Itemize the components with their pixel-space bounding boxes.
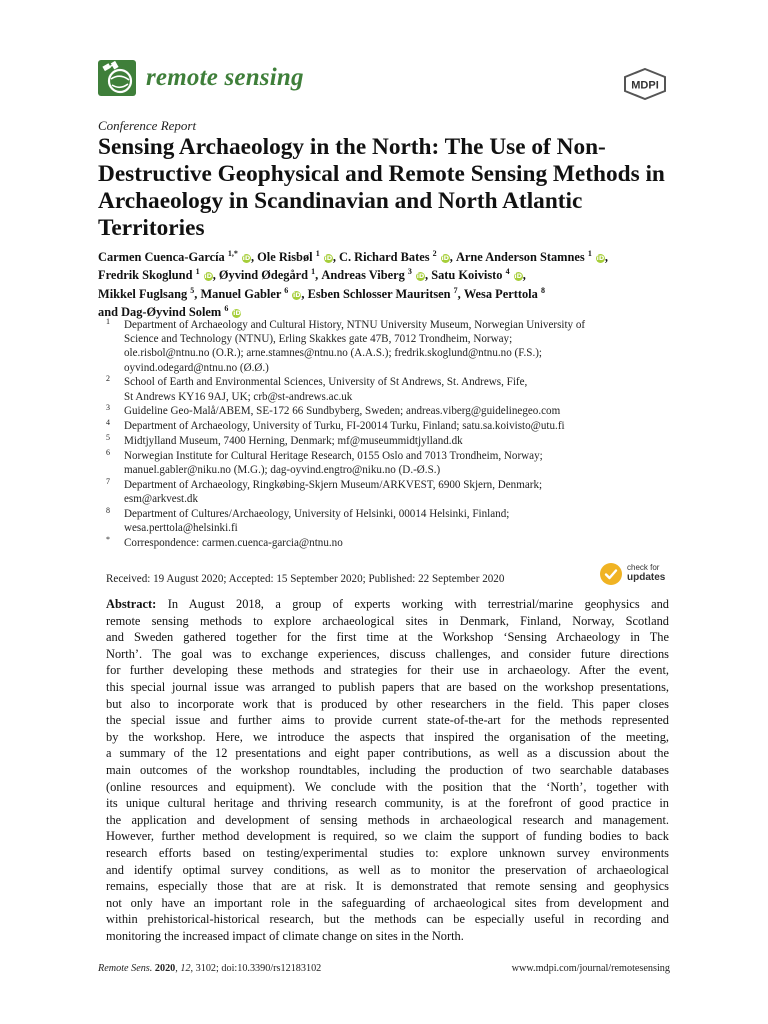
- affiliation-line: oyvind.odegard@ntnu.no (Ø.Ø.): [124, 361, 269, 374]
- affiliation-line: St Andrews KY16 9AJ, UK; crb@st-andrews.ac.uk: [124, 390, 353, 403]
- affiliation-number: 5: [106, 433, 110, 442]
- footer-volume: 12: [180, 963, 191, 974]
- author-separator: ,: [212, 268, 219, 283]
- affiliation-item: [98, 536, 673, 550]
- author-name: [308, 287, 464, 301]
- author-name-text: and Dag-Øyvind Solem: [98, 304, 222, 319]
- author-name: [200, 287, 307, 301]
- check-updates-icon: [600, 563, 622, 585]
- abstract-first-text: In August 2018, a group of experts working with terrestrial/marine geophysics and: [167, 597, 669, 611]
- abstract: [106, 596, 669, 944]
- affiliation-number: 2: [106, 374, 110, 384]
- abstract-label: Abstract:: [106, 597, 157, 611]
- footer-doi: , 3102; doi:10.3390/rs12183102: [190, 963, 322, 974]
- author-separator: ,: [332, 250, 340, 264]
- abstract-line: remains, especially those that are at risk. It is demonstrated that remote sensing and geophysics: [106, 879, 669, 894]
- affiliation-line: School of Earth and Environmental Sciences, University of St Andrews, St. Andrews, Fife,: [124, 376, 528, 389]
- author-separator: ,: [457, 286, 464, 301]
- affiliation-line: manuel.gabler@niku.no (M.G.); dag-oyvind.engtro@niku.no (D.-Ø.S.): [124, 464, 441, 476]
- author-name-text: Manuel Gabler: [200, 286, 282, 301]
- affiliation-item: [98, 434, 673, 448]
- author-affiliation-sup: 1: [315, 248, 320, 258]
- journal-name: remote sensing: [146, 64, 304, 91]
- author-separator: ,: [301, 286, 308, 301]
- publication-dates: Received: 19 August 2020; Accepted: 15 September 2020; Published: 22 September 2020: [106, 573, 505, 585]
- author-name: [257, 250, 339, 264]
- check-updates-line1: check for: [627, 563, 660, 572]
- article-type: Conference Report: [98, 118, 197, 133]
- affiliation-number: 7: [106, 476, 110, 486]
- affiliation-line: Department of Archaeology, University of Turku, FI-20014 Turku, Finland; satu.sa.koivisto@utu.fi: [124, 420, 565, 433]
- affiliation-line: Science and Technology (NTNU), Erling Skakkes gate 47B, 7012 Trondheim, Norway;: [124, 333, 513, 346]
- affiliation-line: wesa.perttola@helsinki.fi: [124, 522, 238, 534]
- abstract-line: main outcomes of the workshop roundtables, including the production of two searchable databases: [106, 762, 669, 777]
- affiliation-line: Department of Archaeology, Ringkøbing-Skjern Museum/ARKVEST, 6900 Skjern, Denmark;: [124, 478, 543, 491]
- affiliation-item: [98, 419, 673, 433]
- abstract-line: for further developing these methods and strategies for their use in archaeology. After the event,: [106, 663, 669, 678]
- author-name-text: Fredrik Skoglund: [98, 268, 193, 283]
- affiliation-line: Department of Archaeology and Cultural History, NTNU University Museum, Norwegian University of: [124, 319, 586, 331]
- author-name: [431, 268, 526, 282]
- abstract-line: this special journal issue was arranged to publish papers that are based on the workshop presentations,: [106, 679, 669, 694]
- affiliation-number: 3: [106, 403, 110, 413]
- orcid-icon[interactable]: iD: [204, 272, 212, 281]
- author-name: [321, 268, 431, 282]
- author-name: [339, 250, 456, 264]
- mdpi-logo-text: MDPI: [631, 79, 659, 92]
- author-affiliation-sup: 2: [432, 248, 437, 258]
- abstract-line: and identify optimal survey conditions, as well as to monitor the preservation of archaeological: [106, 862, 669, 877]
- affiliation-line: ole.risbol@ntnu.no (O.R.); arne.stamnes@ntnu.no (A.A.S.); fredrik.skoglund@ntnu.no (F.S.);: [124, 347, 543, 360]
- affiliation-number: 1: [106, 317, 110, 326]
- author-name-text: Wesa Perttola: [463, 286, 538, 301]
- author-name-text: Øyvind Ødegård: [218, 268, 309, 283]
- author-name-text: Andreas Viberg: [321, 268, 405, 283]
- mdpi-logo: [622, 68, 668, 100]
- abstract-line: However, further method development is required, so we claim the support of funding bodies to back: [106, 829, 669, 844]
- abstract-line: within prehistorical-historical research, but the methods can be especially useful in recording and: [106, 912, 669, 927]
- author-separator: ,: [522, 268, 526, 283]
- abstract-line: (online resources and equipment). We conclude with the position that the ‘North’, together with: [106, 779, 669, 794]
- abstract-line: North’. The goal was to exchange experiences, discuss challenges, and consider future directions: [106, 646, 669, 661]
- author-name-text: Mikkel Fuglsang: [98, 286, 188, 301]
- affiliation-number: 4: [106, 418, 110, 428]
- affiliation-list: [98, 318, 673, 551]
- author-separator: ,: [315, 268, 322, 283]
- abstract-line: its unique cultural heritage and thriving research community, is at the forefront of good practice in: [106, 796, 669, 811]
- author-separator: ,: [449, 250, 456, 264]
- affiliation-item: [98, 404, 673, 418]
- orcid-icon[interactable]: iD: [293, 290, 301, 299]
- affiliation-number: 6: [106, 447, 110, 457]
- abstract-line: but also to incorporate work that is produced by other researchers in the field. This paper closes: [106, 696, 669, 711]
- author-name: [98, 268, 219, 282]
- check-for-updates-button[interactable]: [600, 563, 672, 585]
- abstract-first-line: [106, 596, 669, 613]
- affiliation-number: *: [106, 534, 110, 544]
- affiliation-line: Department of Cultures/Archaeology, University of Helsinki, 00014 Helsinki, Finland;: [124, 507, 510, 520]
- author-name: [98, 250, 257, 264]
- author-affiliation-sup: 7: [453, 285, 458, 295]
- author-name: [98, 305, 241, 319]
- author-separator: ,: [425, 268, 432, 283]
- author-name: [464, 287, 545, 301]
- abstract-line: the special issue and further aims to provide current state-of-the-art for the methods represented: [106, 713, 669, 728]
- author-affiliation-sup: 1,*: [227, 248, 238, 258]
- orcid-icon[interactable]: iD: [242, 254, 251, 262]
- author-affiliation-sup: 6: [224, 303, 229, 313]
- footer-journal: Remote Sens.: [98, 963, 153, 974]
- author-name-text: Ole Risbøl: [257, 250, 313, 264]
- author-separator: ,: [604, 250, 609, 264]
- abstract-line: and Sweden gathered together for the first time at the Workshop ‘Sensing Archaeology in The: [106, 630, 669, 645]
- abstract-line: not only have an important role in the safeguarding of archaeological sites from development and: [106, 895, 669, 910]
- affiliation-line: Norwegian Institute for Cultural Heritage Research, 0155 Oslo and 7013 Trondheim, Norway;: [124, 449, 543, 462]
- author-name: [219, 268, 321, 282]
- author-name-text: Satu Koivisto: [431, 268, 503, 283]
- affiliation-item: [98, 449, 673, 477]
- author-list: [98, 248, 673, 321]
- journal-url-link[interactable]: www.mdpi.com/journal/remotesensing: [511, 963, 670, 974]
- check-updates-line2: updates: [627, 572, 666, 583]
- author-name: [98, 287, 200, 301]
- orcid-icon[interactable]: iD: [324, 254, 333, 262]
- footer-year: 2020: [154, 963, 176, 974]
- author-affiliation-sup: 1: [311, 267, 316, 277]
- affiliation-line: esm@arkvest.dk: [124, 493, 198, 505]
- affiliation-line: Correspondence: carmen.cuenca-garcia@ntnu.no: [124, 536, 343, 549]
- abstract-line: monitoring the increased impact of climate change on sites in the North.: [106, 928, 464, 943]
- affiliation-item: [98, 478, 673, 506]
- author-affiliation-sup: 4: [505, 267, 510, 277]
- orcid-icon[interactable]: iD: [233, 308, 241, 317]
- author-name-text: Arne Anderson Stamnes: [455, 250, 585, 264]
- affiliation-item: [98, 375, 673, 403]
- affiliation-item: [98, 318, 673, 375]
- abstract-line: by the workshop. Here, we introduce the aspects that inspired the organisation of the meeting,: [106, 729, 669, 744]
- affiliation-line: Midtjylland Museum, 7400 Herning, Denmark; mf@museummidtjylland.dk: [124, 435, 463, 447]
- author-name-text: Esben Schlosser Mauritsen: [307, 286, 451, 301]
- abstract-line: a summary of the 12 presentations and eight paper contributions, as well as a discussion about the: [106, 746, 669, 761]
- author-name-text: C. Richard Bates: [339, 250, 430, 264]
- satellite-globe-icon: [98, 60, 136, 96]
- author-name-text: Carmen Cuenca-García: [98, 250, 225, 264]
- orcid-icon[interactable]: iD: [416, 272, 425, 281]
- author-separator: ,: [194, 286, 201, 301]
- author-affiliation-sup: 3: [407, 267, 412, 277]
- journal-header: [98, 58, 670, 100]
- orcid-icon[interactable]: iD: [441, 254, 450, 262]
- abstract-line: remote sensing methods to explore archaeological sites in Denmark, Finland, Norway, Scotland: [106, 613, 669, 628]
- author-affiliation-sup: 1: [195, 267, 200, 277]
- author-affiliation-sup: 8: [540, 285, 545, 295]
- abstract-line: research efforts based on testing/experimental studies to: explore unknown survey environments: [106, 845, 669, 860]
- affiliation-item: [98, 507, 673, 535]
- orcid-icon[interactable]: iD: [514, 272, 523, 281]
- author-separator: ,: [250, 250, 258, 264]
- paper-title: Sensing Archaeology in the North: The Use of Non-Destructive Geophysical and Remote Sensing Methods in Archaeology in Scandinavian and North Atlantic Territories: [98, 134, 665, 241]
- author-affiliation-sup: 5: [190, 285, 195, 295]
- author-affiliation-sup: 1: [587, 248, 592, 258]
- author-name: [456, 250, 608, 264]
- author-affiliation-sup: 6: [284, 285, 289, 295]
- abstract-line: the application and development of sensing methods in archaeological research and management.: [106, 812, 669, 827]
- affiliation-line: Guideline Geo-Malå/ABEM, SE-172 66 Sundbyberg, Sweden; andreas.viberg@guidelinegeo.com: [124, 405, 561, 418]
- affiliation-number: 8: [106, 505, 110, 515]
- orcid-icon[interactable]: iD: [596, 254, 605, 262]
- citation-footer: Remote Sens. 2020, 12, 3102; doi:10.3390/rs12183102: [98, 963, 322, 974]
